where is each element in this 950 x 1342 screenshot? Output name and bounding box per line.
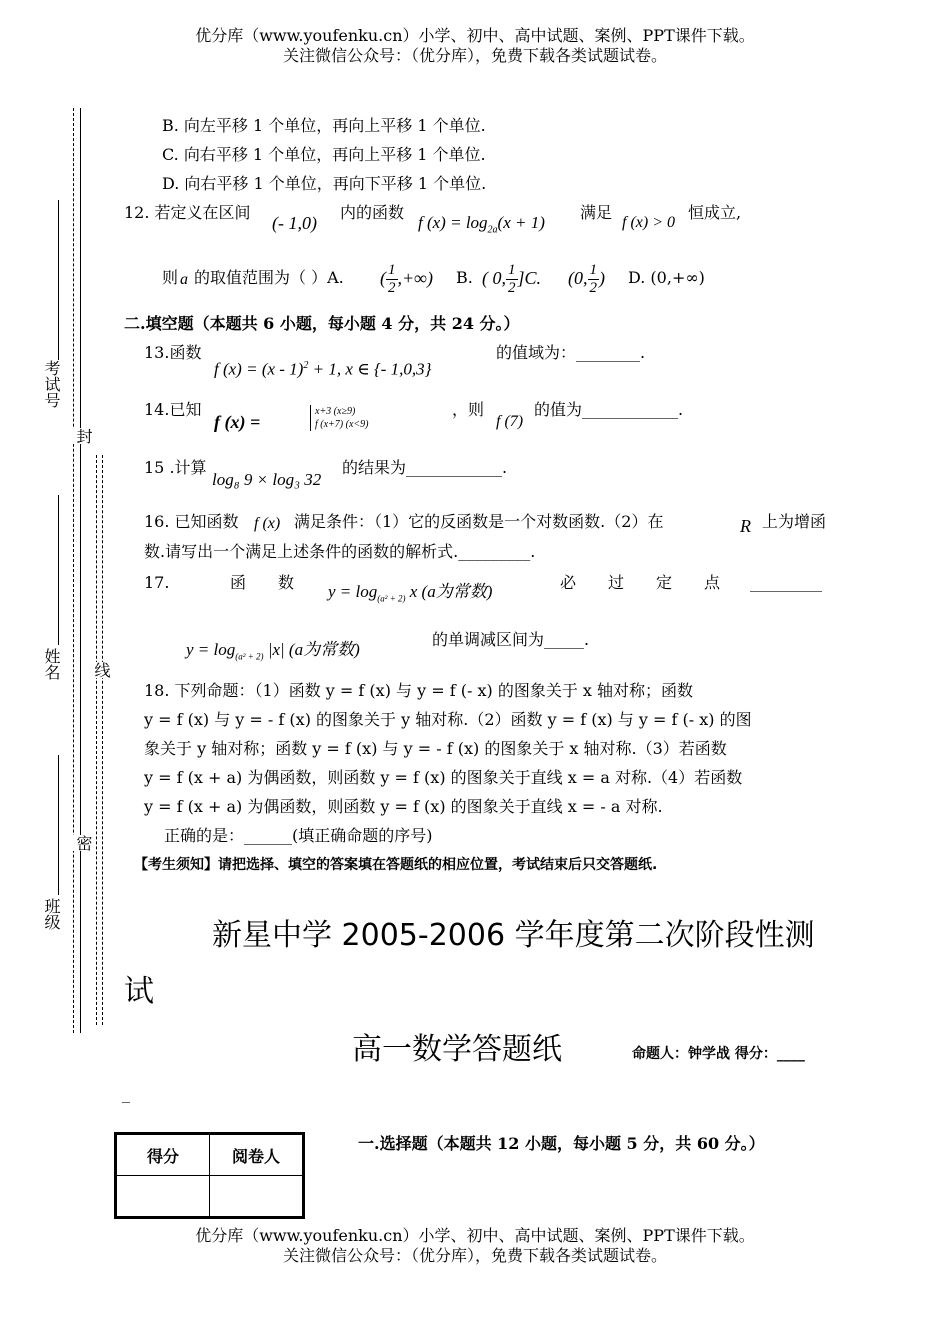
- q12-text-1: 12. 若定义在区间: [124, 203, 251, 222]
- q14-expression: f (x) =: [214, 412, 261, 432]
- footer-line-2: 关注微信公众号：（优分库），免费下载各类试题试卷。: [282, 1246, 667, 1265]
- q12-function: f $(x) = \log_{2a}(x + 1)$: [418, 213, 545, 236]
- q15-label: 15 .计算: [144, 458, 207, 477]
- q12-interval: (- 1,0): [272, 213, 317, 233]
- q18-line-4: y = f (x + a) 为偶函数，则函数 y = f (x) 的图象关于直线 x = a 对称.（4）若函数: [144, 768, 743, 787]
- q14-f7: f (7): [496, 413, 524, 430]
- margin-exam-number-blank: [58, 200, 60, 360]
- q12-text-5: 则: [162, 268, 179, 287]
- q17-word-4: 过: [608, 573, 625, 592]
- q12-text-4: 恒成立,: [688, 203, 742, 222]
- q16-fx: f (x): [254, 515, 281, 532]
- answer-sheet-title-line-1: 新星中学 2005-2006 学年度第二次阶段性测: [212, 918, 815, 953]
- q12-option-c: (0, $\frac{1}{2}$ ): [568, 262, 605, 297]
- q11-option-d: D. 向右平移 1 个单位，再向下平移 1 个单位.: [162, 174, 487, 193]
- q12-text-3: 满足: [580, 203, 613, 222]
- margin-xian: 线: [92, 662, 111, 678]
- q14-label: 14.已知: [144, 400, 202, 419]
- section-2-title: 二.填空题（本题共 6 小题，每小题 4 分，共 24 分。）: [124, 314, 520, 333]
- q11-option-c: C. 向右平移 1 个单位，再向上平移 1 个单位.: [162, 145, 486, 164]
- margin-name-blank: [58, 495, 60, 645]
- margin-class-blank: [58, 755, 60, 895]
- q14-tail: 的值为____________.: [534, 400, 684, 419]
- score-table-cell-score[interactable]: [116, 1176, 210, 1218]
- score-table-header-grader: 阅卷人: [210, 1134, 304, 1176]
- footer-line-1: 优分库（www.youfenku.cn）小学、初中、高中试题、案例、PPT课件下载。: [195, 1226, 755, 1245]
- q12-options-label: 的取值范围为（ ）A.: [194, 268, 344, 287]
- q17-word-3: 必: [560, 573, 577, 592]
- margin-name-label: 姓名: [42, 648, 61, 680]
- exam-notice: 【考生须知】请把选择、填空的答案填在答题纸的相应位置，考试结束后只交答题纸.: [134, 857, 658, 873]
- q18-answer-line: 正确的是：______(填正确命题的序号): [164, 826, 433, 845]
- q12-option-b-label: B.: [456, 268, 473, 287]
- q17-expression-1: $y = \log_{(a^2 + 2)} x$ (a为常数): [328, 582, 493, 604]
- q18-line-5: y = f (x + a) 为偶函数，则函数 y = f (x) 的图象关于直线 x = - a 对称.: [144, 797, 663, 816]
- header-line-2: 关注微信公众号：（优分库），免费下载各类试题试卷。: [282, 46, 667, 65]
- q16-R: R: [740, 516, 751, 536]
- q14-mid: ，则: [452, 400, 485, 419]
- answer-sheet-title-line-2: 试: [124, 974, 154, 1009]
- score-table-header-score: 得分: [116, 1134, 210, 1176]
- margin-dashed-line-outer: [73, 108, 74, 1033]
- q17-word-6: 点: [704, 573, 721, 592]
- q13-tail: 的值域为：________.: [496, 343, 646, 362]
- q12-option-a: ( $\frac{1}{2}$ ,+∞): [380, 262, 433, 297]
- margin-class-label: 班级: [42, 898, 61, 930]
- q12-option-b: ( 0, $\frac{1}{2}$ ]C.: [482, 262, 542, 297]
- answer-sheet-author: 命题人：钟学战 得分：____: [632, 1046, 805, 1062]
- q12-var-a: a: [180, 271, 188, 288]
- q16-text-4: 数.请写出一个满足上述条件的函数的解析式._________.: [144, 542, 536, 561]
- margin-feng: 封: [74, 428, 93, 444]
- margin-solid-line: [80, 108, 81, 1033]
- header-line-1: 优分库（www.youfenku.cn）小学、初中、高中试题、案例、PPT课件下载。: [195, 26, 755, 45]
- q12-text-2: 内的函数: [340, 203, 405, 222]
- q17-blank-1: _________: [750, 573, 822, 592]
- q15-tail: 的结果为____________.: [342, 458, 508, 477]
- answer-sheet-dash: _: [122, 1084, 130, 1103]
- q13-label: 13.函数: [144, 343, 202, 362]
- q17-expression-2: $y = \log_{(a^2 + 2)} |x|$ (a为常数): [186, 640, 360, 662]
- q11-option-b: B. 向左平移 1 个单位，再向上平移 1 个单位.: [162, 116, 486, 135]
- score-table-cell-grader[interactable]: [210, 1176, 304, 1218]
- margin-exam-number-label: 考试号: [42, 360, 61, 408]
- q17-word-2: 数: [278, 573, 295, 592]
- margin-dashed-line-inner-2: [102, 455, 103, 1025]
- answer-sheet-subtitle: 高一数学答题纸: [352, 1032, 562, 1067]
- q15-expression: log₈ 9 × log₃ 32: [212, 470, 322, 489]
- q16-text-2: 满足条件：（1）它的反函数是一个对数函数.（2）在: [294, 512, 664, 531]
- q18-line-3: 象关于 y 轴对称；函数 y = f (x) 与 y = - f (x) 的图象关于 x 轴对称.（3）若函数: [144, 739, 727, 758]
- section-1-title: 一.选择题（本题共 12 小题，每小题 5 分，共 60 分。）: [358, 1134, 765, 1153]
- margin-dashed-line-inner: [96, 455, 97, 1025]
- q16-text-3: 上为增函: [762, 512, 827, 531]
- q17-tail: 的单调减区间为_____.: [432, 630, 590, 649]
- q17-label: 17.: [144, 573, 170, 592]
- q17-word-5: 定: [656, 573, 673, 592]
- q18-line-2: y = f (x) 与 y = - f (x) 的图象关于 y 轴对称.（2）函数 y = f (x) 与 y = f (- x) 的图: [144, 710, 752, 729]
- q13-expression: f (x) = (x - 1)$^2$ + 1, x ∈ {- 1,0,3}: [214, 359, 432, 379]
- q17-word-1: 函: [230, 573, 247, 592]
- q14-piecewise: x+3 (x≥9) f (x+7) (x<9): [310, 405, 368, 431]
- q12-option-d: D. (0,+∞): [628, 268, 705, 287]
- q18-line-1: 18. 下列命题：（1）函数 y = f (x) 与 y = f (- x) 的图象关于 x 轴对称；函数: [144, 681, 694, 700]
- q12-condition: f (x) > 0: [622, 214, 675, 231]
- score-table: [114, 1132, 305, 1219]
- margin-mi: 密: [74, 835, 93, 851]
- q16-text-1: 16. 已知函数: [144, 512, 239, 531]
